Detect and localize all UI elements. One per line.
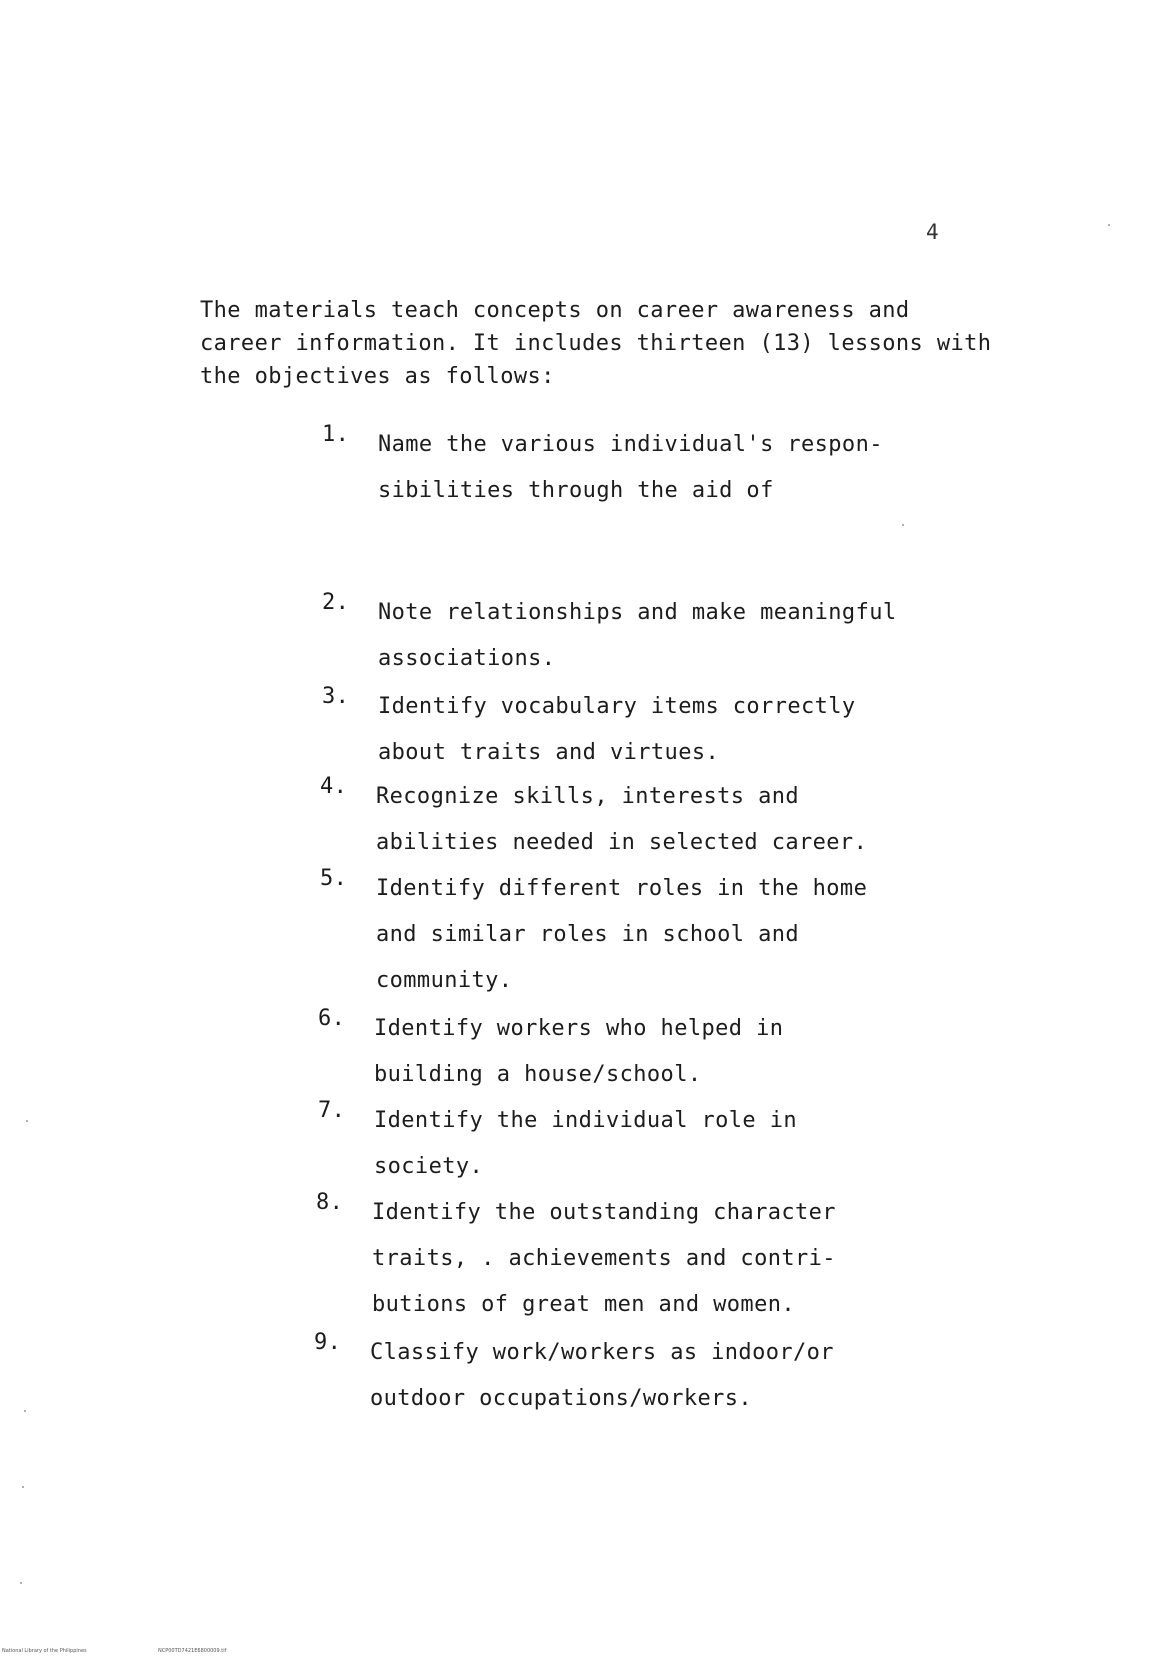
objective-line: Classify work/workers as indoor/or [370, 1340, 834, 1365]
scan-speck [22, 1486, 24, 1488]
objective-line: Name the various individual's respon- [378, 432, 883, 457]
objective-line: building a house/school. [374, 1062, 702, 1087]
objective-text [376, 866, 867, 1004]
objective-line: Note relationships and make meaningful [378, 600, 897, 625]
objective-number: 2. [322, 590, 350, 615]
objective-line: society. [374, 1154, 484, 1179]
intro-line: The materials teach concepts on career awareness and [200, 298, 910, 323]
objective-line: Identify different roles in the home [376, 876, 868, 901]
objective-line: about traits and virtues. [378, 740, 720, 765]
objective-text [378, 590, 897, 682]
scan-speck [26, 1120, 28, 1122]
objective-line: community. [376, 968, 513, 993]
objective-line: Identify the outstanding character [372, 1200, 836, 1225]
objective-line: associations. [378, 646, 556, 671]
objective-number: 4. [320, 774, 348, 799]
objective-text [370, 1330, 834, 1422]
objective-text [376, 774, 867, 866]
objective-line: Recognize skills, interests and [376, 784, 799, 809]
scan-speck [1108, 224, 1110, 226]
scan-speck [902, 524, 904, 526]
objective-text [378, 422, 883, 514]
objective-number: 5. [320, 866, 348, 891]
objective-number: 3. [322, 684, 350, 709]
objective-line: Identify the individual role in [374, 1108, 797, 1133]
objective-text [378, 684, 856, 776]
footer-credit: National Library of the Philippines [2, 1648, 87, 1654]
objective-line: abilities needed in selected career. [376, 830, 868, 855]
intro-line: the objectives as follows: [200, 364, 555, 389]
objective-number: 6. [318, 1006, 346, 1031]
objective-line: traits, . achievements and contri- [372, 1246, 836, 1271]
objective-line: Identify workers who helped in [374, 1016, 784, 1041]
objective-line: outdoor occupations/workers. [370, 1386, 753, 1411]
objective-number: 8. [316, 1190, 344, 1215]
objective-number: 1. [322, 422, 350, 447]
objective-line: Identify vocabulary items correctly [378, 694, 856, 719]
objective-text [374, 1006, 783, 1098]
page-number: 4 [926, 220, 939, 244]
objective-number: 7. [318, 1098, 346, 1123]
intro-line: career information. It includes thirteen (13) lessons with [200, 331, 992, 356]
scan-speck [24, 1410, 26, 1412]
objective-line: sibilities through the aid of [378, 478, 774, 503]
objective-text [374, 1098, 797, 1190]
objective-text [372, 1190, 836, 1328]
objective-number: 9. [314, 1330, 342, 1355]
scan-speck [20, 1582, 22, 1584]
objective-line: and similar roles in school and [376, 922, 799, 947]
objective-line: butions of great men and women. [372, 1292, 795, 1317]
footer-code: NCP00TD7421E6800009.tif [158, 1648, 227, 1654]
intro-paragraph [200, 294, 1080, 393]
